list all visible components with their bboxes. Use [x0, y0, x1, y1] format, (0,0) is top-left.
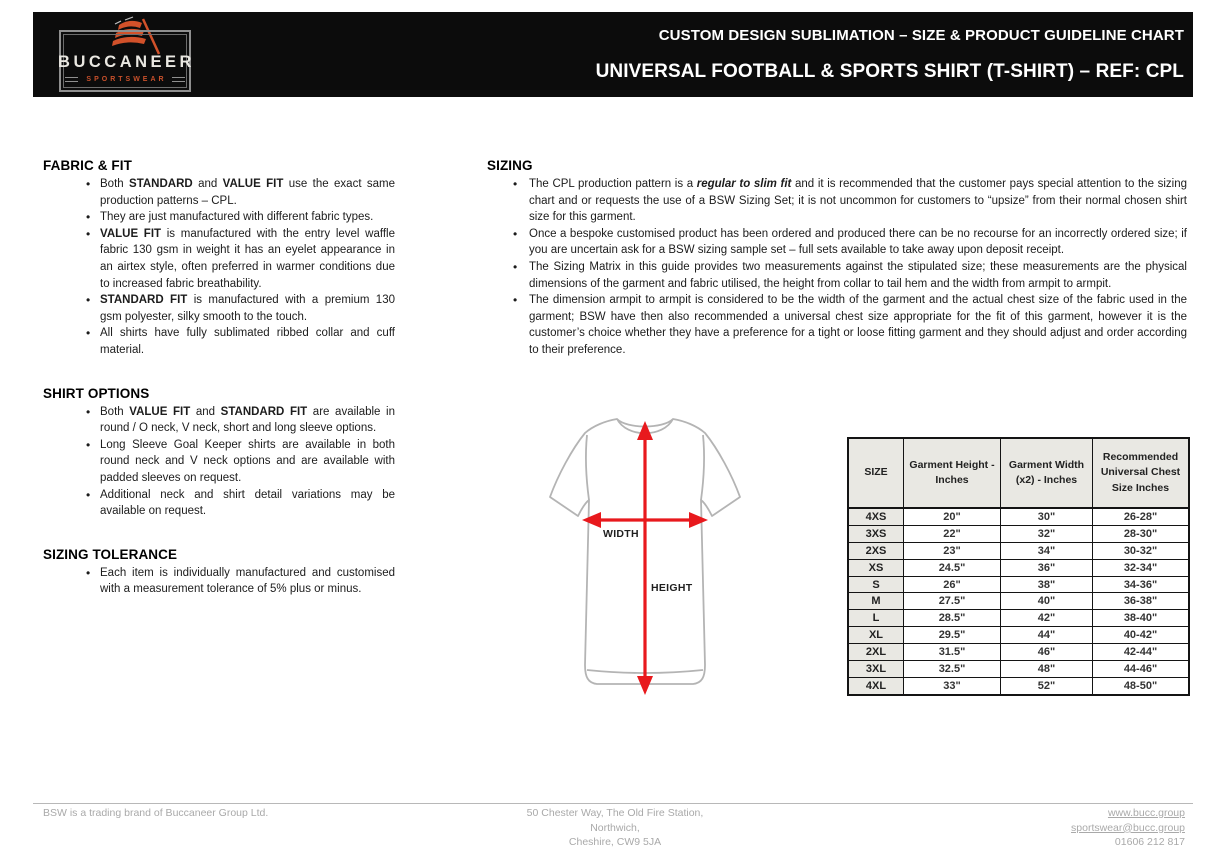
size-table-cell: 4XS	[848, 508, 904, 525]
col-header-chest: Recommended Universal Chest Size Inches	[1093, 438, 1190, 508]
size-table-row	[848, 593, 1189, 610]
size-table-cell: 44"	[1001, 627, 1093, 644]
footer-divider	[33, 803, 1193, 804]
email-link[interactable]: sportswear@bucc.group	[1071, 821, 1185, 834]
logo-divider-right	[172, 77, 185, 82]
bullet-item: • VALUE FIT is manufactured with the entry level waffle fabric 130 gsm in weight it has an eyelet appearance in an airtex style, often preferred in warmer conditions due to increased fabric breathability.	[100, 226, 395, 292]
size-table-cell: M	[848, 593, 904, 610]
col-header-size: SIZE	[848, 438, 904, 508]
left-column	[43, 158, 395, 625]
size-table-cell: 30-32"	[1093, 542, 1190, 559]
size-table-cell: 36-38"	[1093, 593, 1190, 610]
col-header-width: Garment Width (x2) - Inches	[1001, 438, 1093, 508]
size-table-cell: 48"	[1001, 661, 1093, 678]
bullet-list	[43, 565, 395, 598]
footer-trading-note: BSW is a trading brand of Buccaneer Group Ltd.	[43, 807, 269, 819]
bullet-item: • The CPL production pattern is a regular to slim fit and it is recommended that the customer pays special attention to the sizing chart and or requests the use of a BSW Sizing Set; it is not uncommon for customers to “upsize” from their normal chosen shirt size for this garment.	[529, 176, 1187, 226]
size-table-cell: 26-28"	[1093, 508, 1190, 525]
logo-divider-left	[65, 77, 78, 82]
size-table-row	[848, 661, 1189, 678]
size-table-row	[848, 576, 1189, 593]
brand-name: BUCCANEER	[58, 52, 195, 71]
size-table-cell: 31.5"	[904, 644, 1001, 661]
phone-number: 01606 212 817	[1114, 836, 1185, 849]
size-table-cell: 23"	[904, 542, 1001, 559]
address-line: Cheshire, CW9 5JA	[568, 836, 662, 849]
size-table-cell: 27.5"	[904, 593, 1001, 610]
size-table-cell: 48-50"	[1093, 677, 1190, 694]
size-table-cell: S	[848, 576, 904, 593]
size-table-row	[848, 627, 1189, 644]
size-table-cell: 3XL	[848, 661, 904, 678]
size-table	[847, 437, 1190, 696]
bullet-item: • They are just manufactured with different fabric types.	[100, 209, 395, 226]
size-table-row	[848, 525, 1189, 542]
size-table-cell: 34-36"	[1093, 576, 1190, 593]
size-table-row	[848, 559, 1189, 576]
size-table-cell: 28-30"	[1093, 525, 1190, 542]
size-table-cell: 52"	[1001, 677, 1093, 694]
bullet-item: • All shirts have fully sublimated ribbed collar and cuff material.	[100, 325, 395, 358]
section-heading: SIZING TOLERANCE	[43, 546, 178, 562]
size-table-cell: 40"	[1001, 593, 1093, 610]
size-table-cell: 40-42"	[1093, 627, 1190, 644]
bullet-item: • Both STANDARD and VALUE FIT use the exact same production patterns – CPL.	[100, 176, 395, 209]
section-heading: SIZING	[487, 158, 533, 173]
size-table-row	[848, 677, 1189, 694]
width-label: WIDTH	[603, 528, 639, 540]
bullet-item: • Additional neck and shirt detail variations may be available on request.	[100, 487, 395, 520]
section-heading: SHIRT OPTIONS	[43, 385, 150, 401]
section-sizing	[487, 158, 1187, 359]
size-table-cell: 28.5"	[904, 610, 1001, 627]
section-shirt-options	[43, 386, 395, 520]
size-table-cell: XS	[848, 559, 904, 576]
section-heading: FABRIC & FIT	[43, 158, 132, 173]
size-table-cell: 32.5"	[904, 661, 1001, 678]
col-header-height: Garment Height - Inches	[904, 438, 1001, 508]
size-table-cell: 29.5"	[904, 627, 1001, 644]
size-table-cell: 38"	[1001, 576, 1093, 593]
size-table-row	[848, 610, 1189, 627]
product-title: UNIVERSAL FOOTBALL & SPORTS SHIRT (T-SHIRT) – REF: CPL	[595, 60, 1184, 82]
section-sizing-tolerance	[43, 547, 395, 598]
size-table-cell: 30"	[1001, 508, 1093, 525]
size-table-row	[848, 644, 1189, 661]
footer-address	[429, 806, 801, 850]
section-fabric-fit	[43, 158, 395, 359]
bullet-list	[43, 176, 395, 359]
bullet-item: • Once a bespoke customised product has been ordered and produced there can be no recourse for an incorrectly ordered size; if you are uncertain ask for a BSW sizing sample set – full sets available to take away upon deposit receipt.	[529, 226, 1187, 259]
bullet-item: • The dimension armpit to armpit is considered to be the width of the garment and the actual chest size of the fabric used in the garment; BSW have then also recommended a universal chest size appropriate for the fit of this garment, however it is the customer’s choice whether they have a preference for a tight or loose fitting garment and they should adjust and order according to their preference.	[529, 292, 1187, 358]
size-table-cell: 22"	[904, 525, 1001, 542]
bullet-item: • Both VALUE FIT and STANDARD FIT are available in round / O neck, V neck, short and long sleeve options.	[100, 404, 395, 437]
height-label: HEIGHT	[651, 582, 693, 594]
size-table-cell: 2XL	[848, 644, 904, 661]
size-table-cell: 2XS	[848, 542, 904, 559]
size-table-cell: 3XS	[848, 525, 904, 542]
right-column	[487, 158, 1187, 386]
size-table-cell: XL	[848, 627, 904, 644]
size-table-cell: 36"	[1001, 559, 1093, 576]
bullet-item: • Each item is individually manufactured and customised with a measurement tolerance of 5% plus or minus.	[100, 565, 395, 598]
tshirt-measurement-diagram	[545, 413, 745, 698]
header-bar	[33, 12, 1193, 97]
address-line: 50 Chester Way, The Old Fire Station,	[526, 807, 704, 819]
company-logo	[59, 16, 197, 94]
brand-subtitle: SPORTSWEAR	[86, 76, 167, 83]
bullet-item: • STANDARD FIT is manufactured with a premium 130 gsm polyester, silky smooth to the touch.	[100, 292, 395, 325]
size-table-cell: 38-40"	[1093, 610, 1190, 627]
size-table-cell: 46"	[1001, 644, 1093, 661]
size-table-cell: 42"	[1001, 610, 1093, 627]
size-table-cell: 26"	[904, 576, 1001, 593]
size-table-cell: 42-44"	[1093, 644, 1190, 661]
logo-frame	[58, 30, 195, 92]
size-table-cell: 33"	[904, 677, 1001, 694]
size-table-cell: 24.5"	[904, 559, 1001, 576]
size-table-cell: 32-34"	[1093, 559, 1190, 576]
footer-contact	[1071, 806, 1185, 850]
size-table-cell: 34"	[1001, 542, 1093, 559]
bullet-list	[43, 404, 395, 520]
size-table-header-row	[848, 438, 1189, 508]
size-table-row	[848, 542, 1189, 559]
address-line: Northwich,	[590, 821, 640, 834]
document-title: CUSTOM DESIGN SUBLIMATION – SIZE & PRODUCT GUIDELINE CHART	[658, 26, 1184, 44]
size-table-cell: 20"	[904, 508, 1001, 525]
website-link[interactable]: www.bucc.group	[1107, 807, 1185, 819]
size-table-row	[848, 508, 1189, 525]
size-table-cell: L	[848, 610, 904, 627]
size-table-cell: 4XL	[848, 677, 904, 694]
bullet-item: • The Sizing Matrix in this guide provides two measurements against the stipulated size; these measurements are the physical dimensions of the garment and fabric utilised, the height from collar to tail hem and the width from armpit to armpit.	[529, 259, 1187, 292]
size-table-cell: 44-46"	[1093, 661, 1190, 678]
bullet-list	[487, 176, 1187, 359]
bullet-item: • Long Sleeve Goal Keeper shirts are available in both round neck and V neck options and are available with padded sleeves on request.	[100, 437, 395, 487]
size-table-cell: 32"	[1001, 525, 1093, 542]
